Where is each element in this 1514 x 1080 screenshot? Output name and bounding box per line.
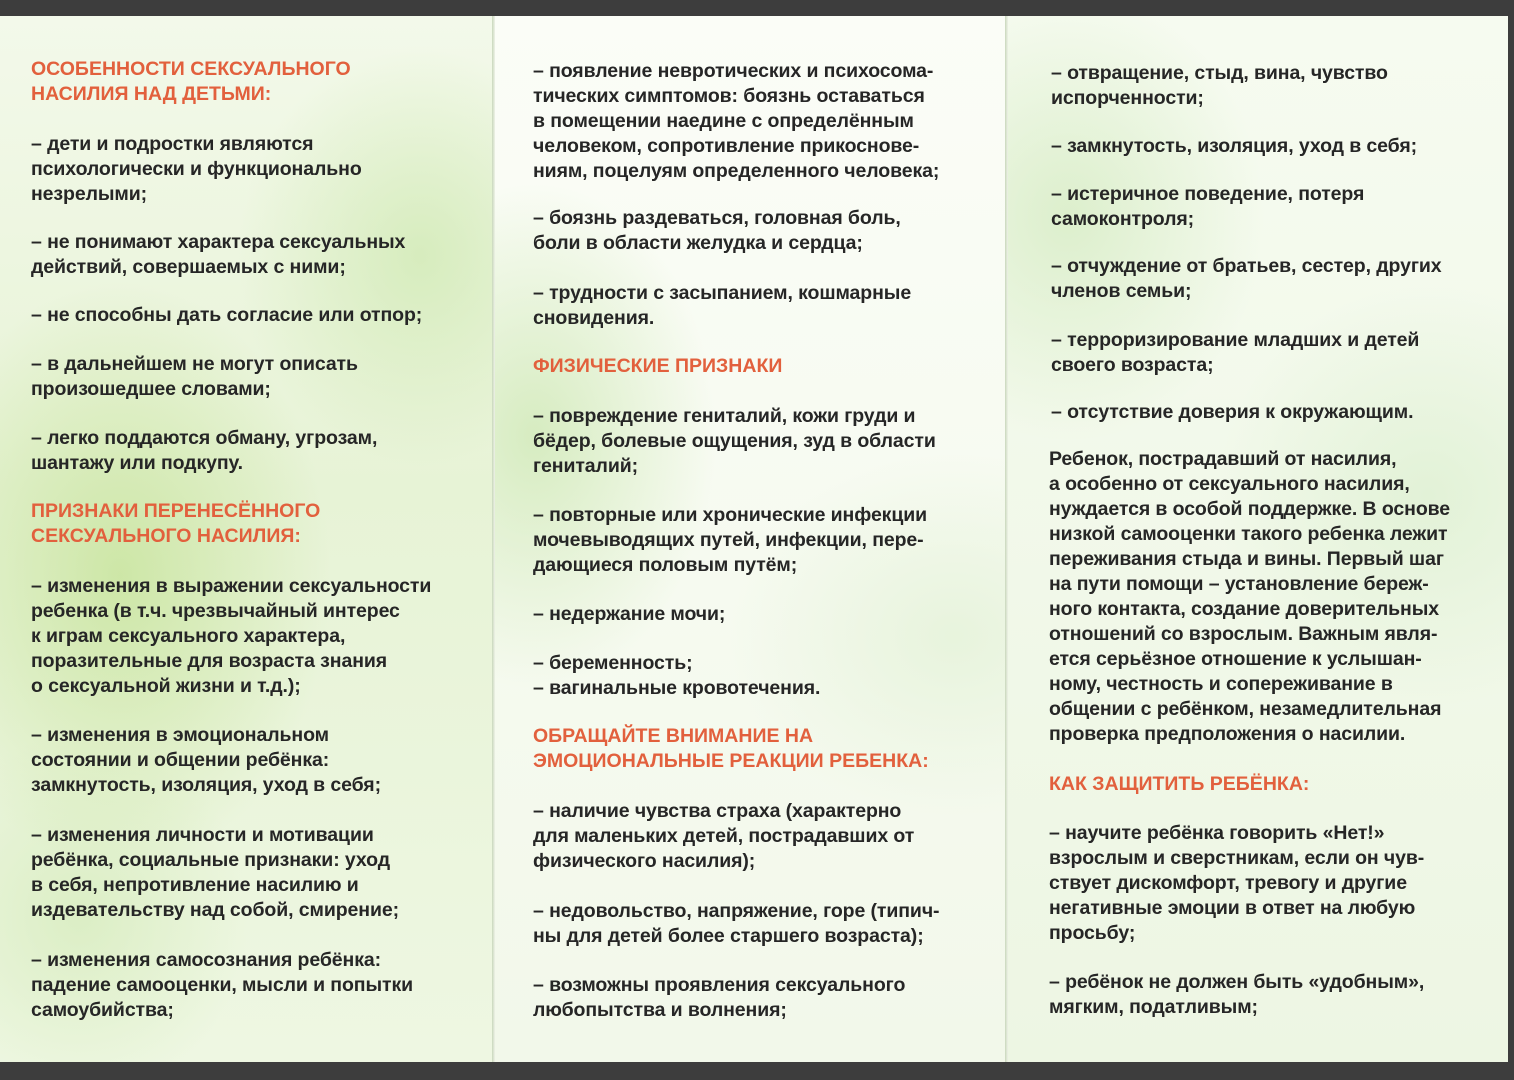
list-item: – боязнь раздеваться, головная боль, боли в области желудка и сердца; (533, 207, 901, 254)
list-item: – изменения самосознания ребёнка: падение самооценки, мысли и попытки самоубийства; (31, 949, 414, 1021)
panel-left (0, 16, 492, 1062)
list-item: – наличие чувства страха (характерно для маленьких детей, пострадавших от физического насилия); (533, 800, 915, 872)
list-item: – в дальнейшем не могут описать произошедшее словами; (31, 353, 358, 400)
heading-signs: ПРИЗНАКИ ПЕРЕНЕСЁННОГО СЕКСУАЛЬНОГО НАСИЛИЯ: (31, 500, 321, 547)
panel-middle (494, 16, 1006, 1062)
fold-line (492, 16, 495, 1062)
heading-features: ОСОБЕННОСТИ СЕКСУАЛЬНОГО НАСИЛИЯ НАД ДЕТЬМИ: (31, 58, 351, 105)
list-item: – дети и подростки являются психологически и функционально незрелыми; (31, 133, 362, 205)
right-frame-edge (1508, 0, 1514, 1080)
list-item: – изменения в эмоциональном состоянии и общении ребёнка: замкнутость, изоляция, уход в себя; (31, 724, 381, 796)
list-item: – повторные или хронические инфекции мочевыводящих путей, инфекции, пере- дающиеся половым путём; (533, 504, 928, 576)
list-item: – научите ребёнка говорить «Нет!» взрослым и сверстникам, если он чув- ствует дискомфорт, тревогу и другие негативные эмоции в ответ на любую просьбу; (1049, 822, 1425, 944)
list-item: – отсутствие доверия к окружающим. (1051, 401, 1414, 423)
bottom-frame-bar (0, 1062, 1514, 1080)
list-item: – возможны проявления сексуального любопытства и волнения; (533, 974, 906, 1021)
list-item: – не понимают характера сексуальных действий, совершаемых с ними; (31, 231, 406, 278)
list-item: – замкнутость, изоляция, уход в себя; (1051, 135, 1418, 157)
panel-right (1008, 16, 1508, 1062)
heading-how-to-protect: КАК ЗАЩИТИТЬ РЕБЁНКА: (1049, 773, 1310, 795)
fold-line (1005, 16, 1008, 1062)
list-item: – терроризирование младших и детей своего возраста; (1051, 329, 1420, 376)
list-item: – истеричное поведение, потеря самоконтроля; (1051, 183, 1365, 230)
top-frame-bar (0, 0, 1514, 16)
list-item: – не способны дать согласие или отпор; (31, 304, 423, 326)
list-item: – недовольство, напряжение, горе (типич- ны для детей более старшего возраста); (533, 900, 940, 947)
list-item: – недержание мочи; (533, 603, 726, 625)
list-item: – беременность; – вагинальные кровотечения. (533, 652, 821, 699)
list-item: – отчуждение от братьев, сестер, других членов семьи; (1051, 255, 1442, 302)
brochure-sheet (0, 16, 1508, 1062)
list-item: – трудности с засыпанием, кошмарные сновидения. (533, 282, 912, 329)
list-item: – изменения личности и мотивации ребёнка, социальные признаки: уход в себя, непротивление насилию и издевательству над собой, смирение; (31, 824, 399, 921)
list-item: – изменения в выражении сексуальности ребенка (в т.ч. чрезвычайный интерес к играм сексуального характера, поразительные для возраста знания о сексуальной жизни и т.д.); (31, 575, 432, 697)
list-item: – появление невротических и психосома- тических симптомов: боязнь оставаться в помещении наедине с определённым человеком, сопротивление прикоснове- ниям, поцелуям определенного человека; (533, 60, 940, 182)
list-item: – ребёнок не должен быть «удобным», мягким, податливым; (1049, 971, 1425, 1018)
support-paragraph: Ребенок, пострадавший от насилия, а особенно от сексуального насилия, нуждается в особой поддержке. В основе низкой самооценки такого ребенка лежит переживания стыда и вины. Первый шаг на пути помощи – установление береж- ного контакта, создание доверительных отношений со взрослым. Важным явля- ется серьёзное отношение к услышан- ному, честность и сопереживание в общении с ребёнком, незамедлительная проверка предположения о насилии. (1049, 448, 1451, 745)
heading-physical-signs: ФИЗИЧЕСКИЕ ПРИЗНАКИ (533, 355, 783, 377)
list-item: – отвращение, стыд, вина, чувство испорченности; (1051, 62, 1388, 109)
list-item: – легко поддаются обману, угрозам, шантажу или подкупу. (31, 427, 378, 474)
heading-emotional-reactions: ОБРАЩАЙТЕ ВНИМАНИЕ НА ЭМОЦИОНАЛЬНЫЕ РЕАКЦИИ РЕБЕНКА: (533, 725, 929, 772)
list-item: – повреждение гениталий, кожи груди и бёдер, болевые ощущения, зуд в области гениталий; (533, 405, 936, 477)
